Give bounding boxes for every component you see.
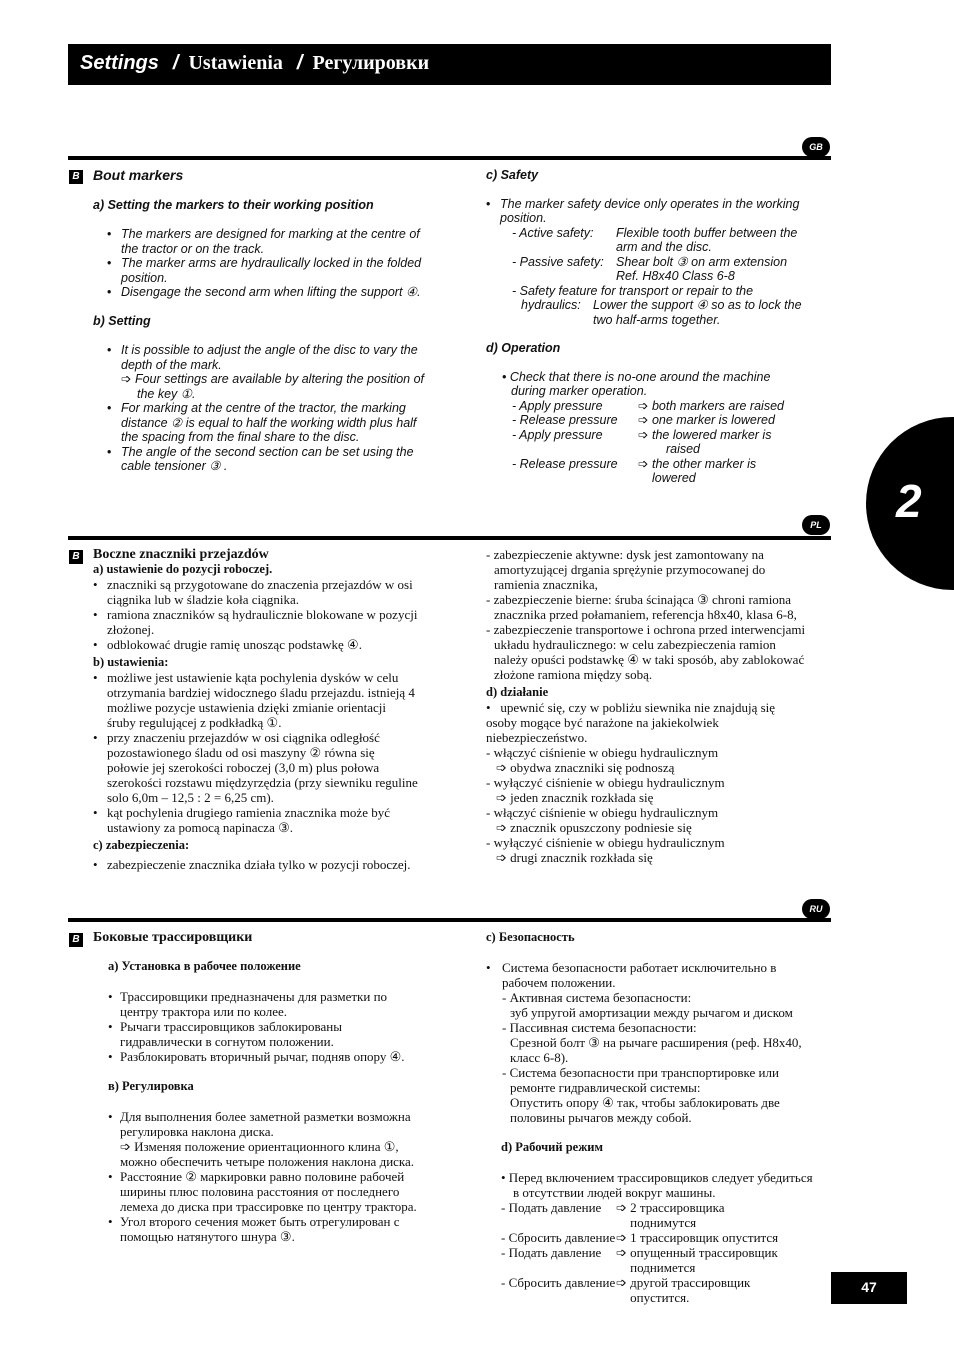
list-item: • The marker arms are hydraulically locked in the folded position. — [107, 256, 433, 285]
title-ru: Регулировки — [312, 52, 430, 74]
gb-transport-row — [512, 298, 806, 327]
row-key: - Сбросить давление — [501, 1275, 616, 1290]
arrow-icon: ➩ — [616, 1200, 627, 1215]
lang-badge-ru: RU — [802, 899, 830, 919]
title-pl: Ustawienia — [188, 52, 283, 74]
ru-b-title: в) Регулировка — [108, 1079, 194, 1093]
title-separator: / — [172, 52, 179, 74]
row-value: znacznik opuszczony podniesie się — [510, 820, 692, 835]
ru-d-title: d) Рабочий режим — [501, 1140, 603, 1154]
gb-active-safety — [512, 226, 806, 255]
row-value: drugi znacznik rozkłada się — [510, 850, 653, 865]
chapter-tab — [866, 417, 954, 590]
gb-d-step — [512, 457, 806, 486]
ru-left-column — [93, 930, 423, 1244]
list-item: • The angle of the second section can be set using the cable tensioner ③ . — [107, 445, 433, 474]
list-item: • ramiona znaczników są hydraulicznie blokowane w pozycji złożonej. — [93, 607, 418, 637]
row-value: Lower the support ④ so as to lock the two half-arms together. — [593, 298, 802, 327]
arrow-icon: ➩ — [496, 850, 507, 865]
section-divider-pl — [68, 536, 831, 540]
arrow-icon: ➩ — [120, 1139, 131, 1154]
list-item: • Расстояние ② маркировки равно половине рабочей ширины плюс половина расстояния от последнего лемеха до диска при трассировке по центру трактора. — [108, 1169, 423, 1214]
arrow-icon: ➩ — [496, 760, 507, 775]
list-item-text: Для выполнения более заметной разметки возможна регулировка наклона диска. — [120, 1109, 411, 1139]
row-value: Flexible tooth buffer between the arm and the disc. — [616, 225, 798, 254]
section-divider-ru — [68, 918, 831, 922]
pl-b-list — [93, 670, 418, 835]
gb-d-step — [512, 399, 806, 414]
ru-a-list — [108, 989, 423, 1064]
list-item: • kąt pochylenia drugiego ramienia znacznika może być ustawiony za pomocą napinacza ③. — [93, 805, 418, 835]
list-item: • odblokować drugie ramię unosząc podstawkę ④. — [93, 637, 418, 652]
gb-d-intro: • Check that there is no-one around the machine during marker operation. — [502, 369, 771, 398]
row-key: - wyłączyć ciśnienie w obiegu hydraulicznym — [486, 775, 725, 790]
list-item: • Рычаги трассировщиков заблокированы гидравлически в согнутом положении. — [108, 1019, 423, 1049]
pl-passive-safety: - zabezpieczenie bierne: śruba ścinająca ③ chroni ramiona znacznika przed połamaniem, referencja h8x40, klasa 6-8, — [486, 592, 797, 622]
arrow-icon: ➩ — [616, 1230, 627, 1245]
row-value: the lowered marker is raised — [651, 427, 772, 456]
title-en: Settings — [80, 52, 159, 74]
list-item: • The marker safety device only operates in the working position. — [486, 197, 806, 226]
list-item: • Disengage the second arm when lifting the support ④. — [107, 285, 433, 300]
row-key: - Сбросить давление — [501, 1230, 616, 1245]
ru-d-step — [501, 1230, 816, 1245]
ru-right-column — [486, 930, 816, 1305]
ru-d-step — [501, 1245, 816, 1275]
list-item — [108, 1109, 423, 1169]
sub-note — [121, 372, 433, 401]
ru-active-safety-text: зуб упругой амортизации между рычагом и диском — [510, 1005, 793, 1020]
ru-c-title: с) Безопасность — [486, 930, 575, 944]
page-title-bar — [68, 44, 831, 85]
row-key: - włączyć ciśnienie w obiegu hydraulicznym — [486, 745, 719, 760]
pl-right-column — [486, 547, 806, 865]
list-item: • możliwe jest ustawienie kąta pochylenia dysków w celu otrzymania bardziej widocznego śladu przejazdu. istnieją 4 możliwe pozycje ustawienia dzięki zmianie orientacji śruby regulującej z podkładką ①. — [93, 670, 418, 730]
row-value: опущенный трассировщик поднимется — [630, 1245, 778, 1275]
gb-a-list — [107, 227, 433, 300]
list-item: • Разблокировать вторичный рычаг, подняв опору ④. — [108, 1049, 423, 1064]
ru-c-list — [486, 960, 816, 990]
section-letter-icon: B — [69, 170, 83, 184]
pl-d-step — [486, 835, 806, 865]
gb-c-list — [486, 197, 806, 226]
list-item: • The markers are designed for marking at the centre of the tractor or on the track. — [107, 227, 433, 256]
arrow-icon: ➩ — [616, 1245, 627, 1260]
arrow-icon: ➩ — [638, 427, 649, 442]
list-item: • Трассировщики предназначены для разметки по центру трактора или по колее. — [108, 989, 423, 1019]
row-value: one marker is lowered — [651, 413, 775, 427]
title-separator: / — [296, 52, 303, 74]
list-item: • zabezpieczenie znacznika działa tylko w pozycji roboczej. — [93, 857, 418, 872]
section-divider-gb — [68, 156, 831, 160]
list-item: • przy znaczeniu przejazdów w osi ciągnika odległość pozostawionego śladu od osi maszyny ② równa się połowie jej szerokości roboczej (3,0 m) plus połowa szerokości rozstawu międzyrzędzia (przy siewniku reguline solo 6,0m – 12,5 : 2 = 6,25 cm). — [93, 730, 418, 805]
ru-active-safety-label: - Активная система безопасности: — [502, 990, 692, 1005]
gb-right-column — [486, 168, 806, 486]
row-value: jeden znacznik rozkłada się — [510, 790, 654, 805]
ru-d-step — [501, 1200, 816, 1230]
arrow-icon: ➩ — [121, 372, 132, 386]
section-letter-icon: B — [69, 550, 83, 564]
ru-b-list — [108, 1109, 423, 1244]
row-value: obydwa znaczniki się podnoszą — [510, 760, 675, 775]
list-item: • Система безопасности работает исключительно в рабочем положении. — [486, 960, 816, 990]
pl-d-title: d) działanie — [486, 685, 549, 699]
row-key: - wyłączyć ciśnienie w obiegu hydraulicznym — [486, 835, 725, 850]
gb-b-list — [107, 343, 433, 474]
list-item-text: It is possible to adjust the angle of the disc to vary the depth of the mark. — [121, 343, 418, 372]
pl-a-title: a) ustawienie do pozycji roboczej. — [93, 562, 273, 576]
pl-d-step — [486, 775, 806, 805]
chapter-number: 2 — [896, 475, 922, 527]
pl-d-intro: • upewnić się, czy w pobliżu siewnika nie znajdują się osoby mogące być narażone na jakiekolwiek niebezpieczeństwo. — [486, 700, 776, 745]
gb-b-title: b) Setting — [93, 313, 151, 328]
gb-heading: Bout markers — [93, 167, 184, 183]
row-value: the other marker is lowered — [651, 456, 757, 485]
arrow-icon: ➩ — [638, 398, 649, 413]
ru-passive-safety-label: - Пассивная система безопасности: — [502, 1020, 697, 1035]
row-key: - Подать давление — [501, 1200, 602, 1215]
pl-b-title: b) ustawienia: — [93, 655, 169, 669]
ru-a-title: а) Установка в рабочее положение — [108, 959, 301, 973]
row-key: - Apply pressure — [512, 427, 603, 442]
row-key: - Подать давление — [501, 1245, 602, 1260]
row-value: другой трассировщик опустится. — [630, 1275, 751, 1305]
row-key: - Apply pressure — [512, 398, 603, 413]
sub-note — [120, 1139, 423, 1169]
row-value: Shear bolt ③ on arm extension Ref. H8x40 Class 6-8 — [616, 254, 788, 283]
gb-passive-safety — [512, 255, 806, 284]
list-item: • znaczniki są przygotowane do znaczenia przejazdów w osi ciągnika lub w śladzie koła ciągnika. — [93, 577, 418, 607]
list-item: • Угол второго сечения может быть отрегулирован с помощью натянутого шнура ③. — [108, 1214, 423, 1244]
arrow-icon: ➩ — [616, 1275, 627, 1290]
list-item — [107, 343, 433, 401]
row-key: - Release pressure — [512, 413, 618, 427]
lang-badge-pl: PL — [802, 515, 830, 535]
gb-d-step — [512, 413, 806, 428]
sub-note-text: Four settings are available by altering the position of the key ①. — [134, 372, 425, 401]
row-key: - włączyć ciśnienie w obiegu hydraulicznym — [486, 805, 719, 820]
sub-note-text: Изменяя положение ориентационного клина ①, можно обеспечить четыре положения наклона диска. — [120, 1139, 415, 1169]
pl-active-safety: - zabezpieczenie aktywne: dysk jest zamontowany na amortyzującej drgania sprężynie przymocowanej do ramienia znacznika, — [486, 547, 766, 592]
gb-c-title: c) Safety — [486, 168, 539, 182]
gb-d-title: d) Operation — [486, 341, 561, 355]
pl-d-step — [486, 745, 806, 775]
row-key: - Active safety: — [512, 225, 594, 240]
pl-c-title: c) zabezpieczenia: — [93, 838, 190, 852]
list-item: • For marking at the centre of the tractor, the marking distance ② is equal to half the working width plus half the spacing from the final share to the disc. — [107, 401, 433, 445]
ru-d-step — [501, 1275, 816, 1305]
ru-heading: Боковые трассировщики — [93, 930, 253, 945]
pl-heading: Boczne znaczniki przejazdów — [93, 547, 269, 562]
row-value: both markers are raised — [651, 398, 784, 413]
page-number: 47 — [831, 1272, 907, 1304]
arrow-icon: ➩ — [638, 456, 649, 471]
pl-d-step — [486, 805, 806, 835]
pl-transport-safety: - zabezpieczenie transportowe i ochrona przed interwencjami układu hydraulicznego: w celu zabezpieczenia ramion należy opuści podstawkę ④ w taki sposób, aby zablokować złożone ramiona między sobą. — [486, 622, 806, 682]
ru-transport-safety-label: - Система безопасности при транспортировке или ремонте гидравлической системы: — [502, 1065, 779, 1095]
arrow-icon: ➩ — [638, 413, 649, 427]
row-key: hydraulics: — [521, 298, 581, 312]
ru-transport-safety-text: Опустить опору ④ так, чтобы заблокировать две половины рычагов между собой. — [510, 1095, 780, 1125]
gb-left-column — [93, 168, 433, 474]
lang-badge-gb: GB — [802, 137, 830, 157]
pl-c-list — [93, 857, 418, 872]
row-key: - Passive safety: — [512, 254, 604, 269]
gb-transport-safety: - Safety feature for transport or repair to the — [512, 283, 754, 298]
row-value: 2 трассировщика поднимутся — [630, 1200, 725, 1230]
gb-d-step — [512, 428, 806, 457]
pl-left-column — [93, 547, 418, 872]
section-letter-icon: B — [69, 933, 83, 947]
arrow-icon: ➩ — [496, 790, 507, 805]
ru-passive-safety-text: Срезной болт ③ на рычаге расширения (реф. H8x40, класс 6-8). — [510, 1035, 802, 1065]
ru-d-intro: • Перед включением трассировщиков следует убедиться в отсутствии людей вокруг машины. — [501, 1170, 813, 1200]
gb-a-title: a) Setting the markers to their working position — [93, 197, 374, 212]
pl-a-list — [93, 577, 418, 652]
pl-d-intro-text: upewnić się, czy w pobliżu siewnika nie znajdują się osoby mogące być narażone na jakiekolwiek niebezpieczeństwo. — [486, 700, 776, 745]
row-value: 1 трассировщик опустится — [630, 1230, 779, 1245]
row-key: - Release pressure — [512, 456, 618, 471]
arrow-icon: ➩ — [496, 820, 507, 835]
